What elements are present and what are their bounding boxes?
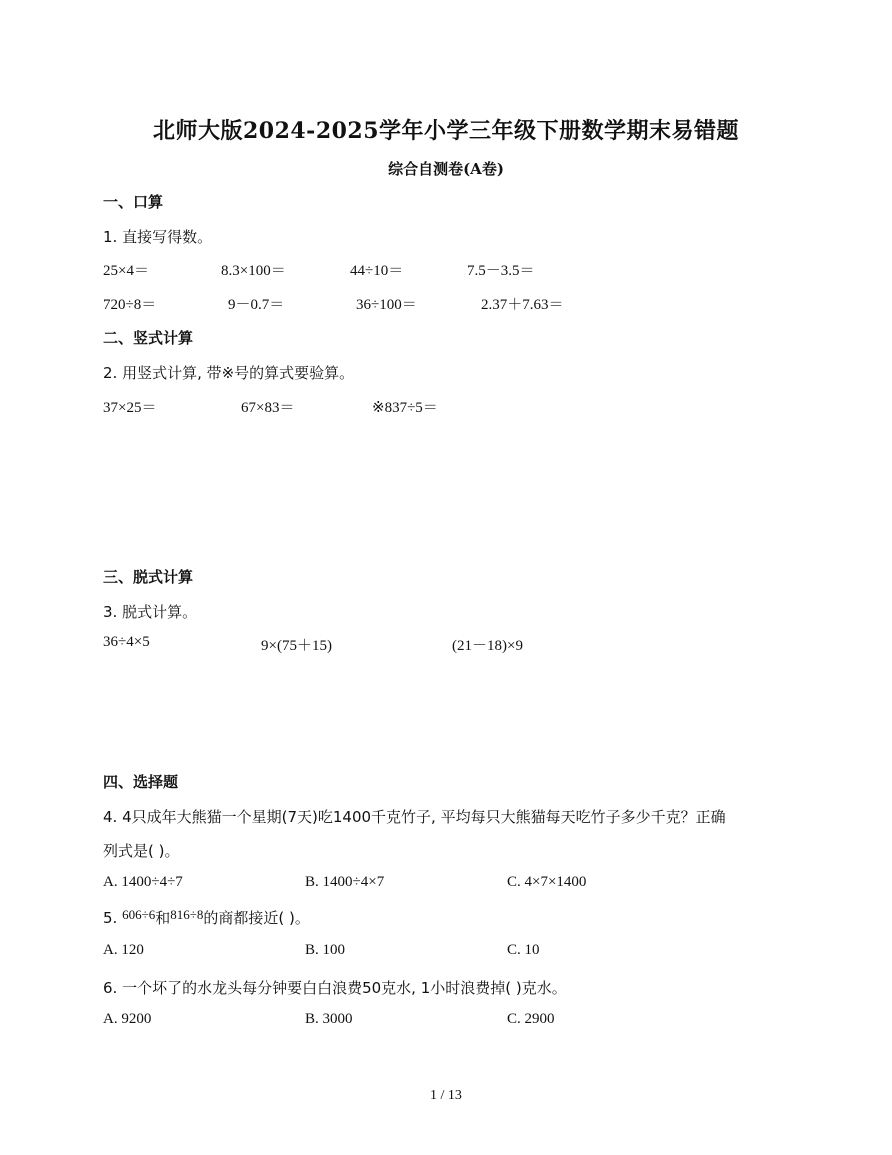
q2-item: 37×25＝ <box>103 400 157 416</box>
q1-item: 720÷8＝ <box>103 297 157 313</box>
q4-option-a: A. 1400÷4÷7 <box>103 874 183 890</box>
section-heading-mental-math: 一、口算 <box>103 193 164 211</box>
q1-item: 9－0.7＝ <box>228 297 285 313</box>
q1-item: 25×4＝ <box>103 263 149 279</box>
question-4-line-1: 4. 4只成年大熊猫一个星期(7天)吃1400千克竹子, 平均每只大熊猫每天吃竹子多少千克？正确 <box>103 808 726 826</box>
q5-prefix: 5. <box>103 909 123 927</box>
q1-item: 2.37＋7.63＝ <box>481 297 564 313</box>
question-6: 6. 一个坏了的水龙头每分钟要白白浪费50克水, 1小时浪费掉( )克水。 <box>103 979 567 997</box>
question-4-line-2: 列式是( )。 <box>103 842 180 860</box>
q1-item: 7.5－3.5＝ <box>467 263 535 279</box>
section-heading-multiple-choice: 四、选择题 <box>103 773 179 791</box>
q1-item: 44÷10＝ <box>350 263 404 279</box>
q2-item: ※837÷5＝ <box>372 400 438 416</box>
question-5 <box>103 907 310 928</box>
q3-item: 36÷4×5 <box>103 634 150 650</box>
q6-option-b: B. 3000 <box>305 1011 353 1027</box>
q4-option-c: C. 4×7×1400 <box>507 874 587 890</box>
section-heading-step-calc: 三、脱式计算 <box>103 568 194 586</box>
section-heading-vertical-calc: 二、竖式计算 <box>103 329 194 347</box>
q4-option-b: B. 1400÷4×7 <box>305 874 385 890</box>
q5-expression-2: 816÷8 <box>170 907 204 922</box>
document-subtitle: 综合自测卷(A卷) <box>388 160 504 178</box>
q3-item: (21－18)×9 <box>452 638 523 654</box>
question-1-prompt: 1. 直接写得数。 <box>103 228 213 246</box>
q5-option-a: A. 120 <box>103 942 144 958</box>
q6-option-c: C. 2900 <box>507 1011 555 1027</box>
q6-option-a: A. 9200 <box>103 1011 152 1027</box>
q5-expression-1: 606÷6 <box>122 907 156 922</box>
q2-item: 67×83＝ <box>241 400 295 416</box>
q5-option-b: B. 100 <box>305 942 346 958</box>
document-title: 北师大版2024-2025学年小学三年级下册数学期末易错题 <box>152 118 740 144</box>
page-number: 1 / 13 <box>430 1088 462 1103</box>
q5-suffix: 的商都接近( )。 <box>203 909 310 927</box>
question-3-prompt: 3. 脱式计算。 <box>103 603 198 621</box>
q1-item: 36÷100＝ <box>356 297 417 313</box>
q3-item: 9×(75＋15) <box>261 638 332 654</box>
question-2-prompt: 2. 用竖式计算, 带※号的算式要验算。 <box>103 364 355 382</box>
q1-item: 8.3×100＝ <box>221 263 286 279</box>
q5-option-c: C. 10 <box>507 942 540 958</box>
q5-connector: 和 <box>155 909 171 927</box>
